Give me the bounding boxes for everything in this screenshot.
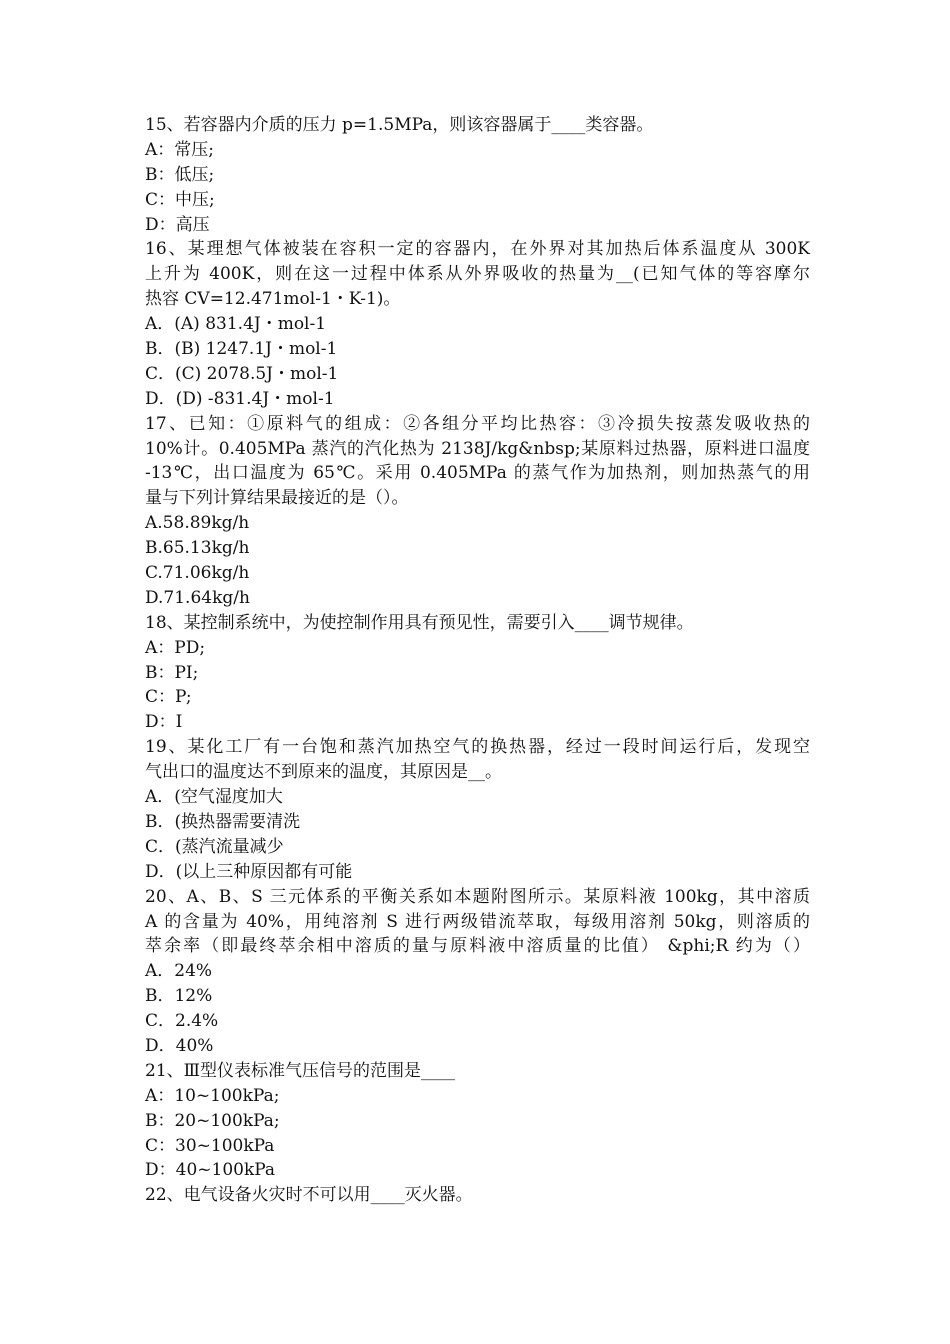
- question-text-line: 16、某理想气体被装在容积一定的容器内，在外界对其加热后体系温度从 300K: [145, 239, 810, 260]
- option-a: A：10~100kPa;: [145, 1085, 280, 1106]
- question-text-line: 气出口的温度达不到原来的温度，其原因是__。: [145, 762, 502, 783]
- option-c: C：30~100kPa: [145, 1135, 275, 1156]
- question-text-line: 15、若容器内介质的压力 p=1.5MPa，则该容器属于____类容器。: [145, 115, 654, 135]
- option-c: C.71.06kg/h: [145, 563, 250, 584]
- question-text-line: -13℃，出口温度为 65℃。采用 0.405MPa 的蒸气作为加热剂，则加热蒸气的用: [145, 463, 810, 484]
- option-a: A：常压;: [145, 139, 215, 160]
- option-a: A.58.89kg/h: [145, 513, 250, 534]
- question-text-line: 量与下列计算结果最接近的是（）。: [145, 488, 409, 509]
- option-d: D．(以上三种原因都有可能: [145, 861, 353, 882]
- option-b: B．12%: [145, 986, 213, 1007]
- question-text-line: 17、已知：①原料气的组成：②各组分平均比热容：③冷损失按蒸发吸收热的: [145, 413, 810, 434]
- question-text-line: 21、Ⅲ型仪表标准气压信号的范围是____: [145, 1060, 456, 1081]
- question-text-line: 萃余率（即最终萃余相中溶质的量与原料液中溶质量的比值） &phi;R 约为（）: [145, 936, 810, 957]
- option-b: B：20~100kPa;: [145, 1110, 280, 1131]
- question-text-line: 20、A、B、S 三元体系的平衡关系如本题附图所示。某原料液 100kg，其中溶质: [145, 886, 810, 907]
- question-text-line: A 的含量为 40%，用纯溶剂 S 进行两级错流萃取，每级用溶剂 50kg，则溶质的: [145, 911, 810, 932]
- option-c: C：P;: [145, 687, 192, 708]
- question-19: [145, 735, 810, 884]
- option-b: B．(B) 1247.1J・mol-1: [145, 339, 338, 360]
- option-a: A：PD;: [145, 637, 206, 658]
- option-c: C．(C) 2078.5J・mol-1: [145, 363, 339, 384]
- question-text-line: 19、某化工厂有一台饱和蒸汽加热空气的换热器，经过一段时间运行后，发现空: [145, 737, 810, 758]
- option-d: D：I: [145, 712, 183, 733]
- question-20: [145, 885, 810, 1059]
- question-text-line: 上升为 400K，则在这一过程中体系从外界吸收的热量为__(已知气体的等容摩尔: [145, 264, 810, 285]
- option-a: A．(空气湿度加大: [145, 787, 283, 808]
- question-16: [145, 237, 810, 411]
- option-d: D.71.64kg/h: [145, 587, 250, 608]
- option-c: C：中压;: [145, 189, 215, 210]
- option-b: B．(换热器需要清洗: [145, 811, 301, 832]
- question-22: [145, 1183, 810, 1208]
- question-15: [145, 113, 810, 237]
- option-b: B：低压;: [145, 164, 215, 185]
- question-21: [145, 1059, 810, 1183]
- document-page: [145, 113, 810, 1208]
- question-text-line: 18、某控制系统中，为使控制作用具有预见性，需要引入____调节规律。: [145, 612, 694, 633]
- option-a: A．(A) 831.4J・mol-1: [145, 314, 327, 335]
- option-c: C．2.4%: [145, 1011, 219, 1032]
- question-18: [145, 611, 810, 735]
- question-text-line: 22、电气设备火灾时不可以用____灭火器。: [145, 1185, 473, 1206]
- option-a: A．24%: [145, 961, 213, 982]
- option-c: C．(蒸汽流量减少: [145, 836, 284, 857]
- question-text-line: 热容 CV=12.471mol-1・K-1)。: [145, 289, 401, 310]
- option-d: D．(D) -831.4J・mol-1: [145, 388, 335, 409]
- option-b: B.65.13kg/h: [145, 538, 250, 559]
- option-d: D．40%: [145, 1035, 214, 1056]
- option-d: D：高压: [145, 214, 210, 235]
- option-d: D：40~100kPa: [145, 1160, 276, 1181]
- question-text-line: 10%计。0.405MPa 蒸汽的汽化热为 2138J/kg&nbsp;某原料过热器，原料进口温度: [145, 438, 810, 459]
- option-b: B：PI;: [145, 662, 199, 683]
- question-17: [145, 412, 810, 611]
